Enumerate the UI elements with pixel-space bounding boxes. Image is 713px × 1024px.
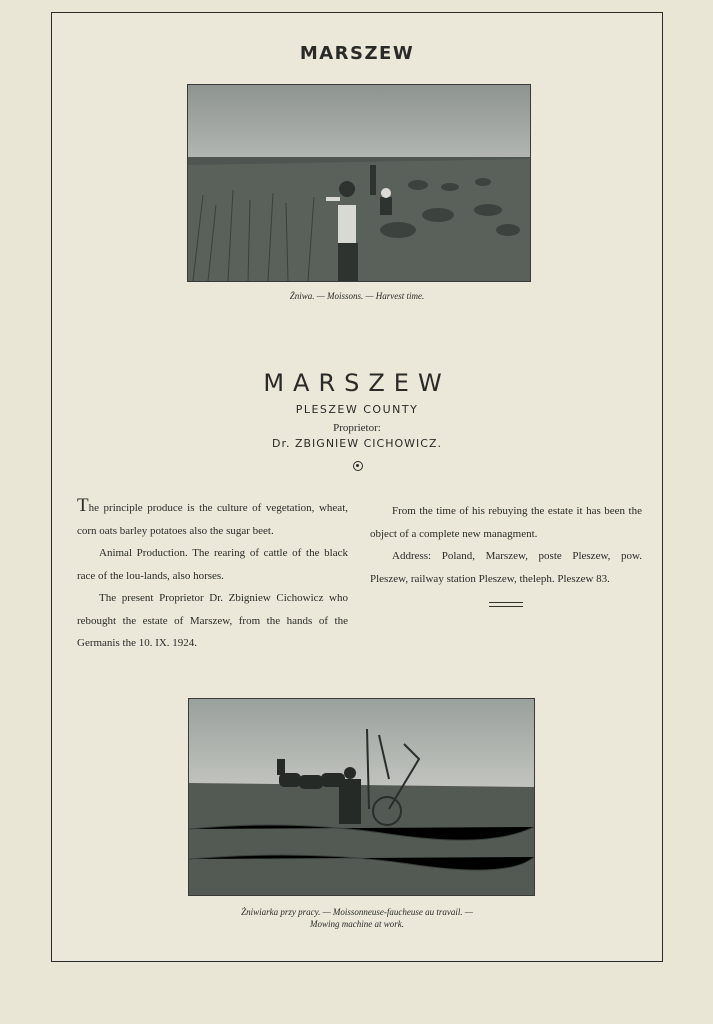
page-frame [51, 12, 663, 962]
paragraph-produce [77, 495, 348, 542]
circle-ornament-icon [353, 461, 363, 471]
paragraph-address: Address: Poland, Marszew, poste Pleszew, pow. Pleszew, railway station Pleszew, theleph. Pleszew 83. [370, 550, 642, 585]
double-rule-divider [489, 602, 523, 607]
paragraph-management: From the time of his rebuying the estate it has been the object of a complete new managment. [370, 505, 642, 540]
page-header: MARSZEW [299, 43, 415, 64]
paragraph-proprietor: The present Proprietor Dr. Zbigniew Cichowicz who rebought the estate of Marszew, from the hands of the Germanis the 10. IX. 1924. [77, 592, 348, 649]
mowing-photo-caption [52, 906, 662, 930]
left-text-column [77, 495, 348, 655]
paragraph-produce-text: he principle produce is the culture of vegetation, wheat, corn oats barley potatoes also the sugar beet. [77, 502, 348, 537]
proprietor-name: Dr. ZBIGNIEW CICHOWICZ. [272, 437, 442, 450]
harvest-photo [187, 84, 531, 282]
proprietor-label: Proprietor: [333, 422, 381, 434]
harvest-photo-caption: Żniwa. — Moissons. — Harvest time. [289, 291, 425, 301]
estate-title: MARSZEW [263, 369, 451, 397]
mowing-photo-illustration [189, 699, 534, 895]
mowing-caption-line2: Mowing machine at work. [310, 919, 404, 929]
right-text-column [370, 500, 642, 590]
paragraph-animal-production: Animal Production. The rearing of cattle of the black race of the lou-lands, also horses. [77, 547, 348, 582]
drop-cap: T [77, 495, 89, 516]
harvest-photo-illustration [188, 85, 530, 281]
mowing-machine-photo [188, 698, 535, 896]
mowing-caption-line1: Żniwiarka przy pracy. — Moissonneuse-faucheuse au travail. — [241, 907, 473, 917]
county-subtitle: PLESZEW COUNTY [295, 403, 419, 416]
